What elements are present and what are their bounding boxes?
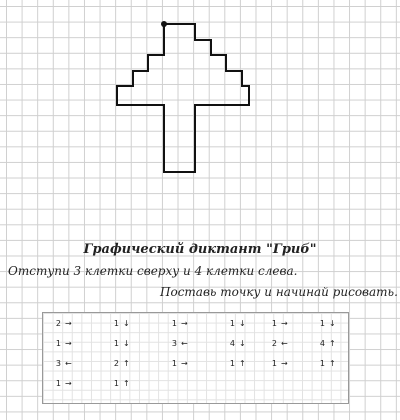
step-direction-icon: ↑ [239,359,246,368]
start-dot [161,21,167,27]
step-count: 1 [113,319,119,328]
step-direction-icon: → [65,379,72,388]
step-direction-icon: → [181,319,188,328]
dictation-step [271,339,288,349]
step-count: 2 [113,359,119,368]
step-count: 4 [229,339,235,348]
dictation-step [171,339,188,349]
step-count: 2 [55,319,61,328]
dictation-step [271,319,288,329]
instruction-offset: Отступи 3 клетки сверху и 4 клетки слева. [8,264,298,278]
step-direction-icon: ↑ [329,339,336,348]
dictation-step [55,319,72,329]
step-direction-icon: ↓ [239,319,246,328]
step-direction-icon: ← [65,359,72,368]
dictation-step [55,339,72,349]
mushroom-outline [117,24,249,172]
step-count: 2 [271,339,277,348]
step-direction-icon: ← [281,339,288,348]
step-direction-icon: → [181,359,188,368]
dictation-step [55,379,72,389]
dictation-title: Графический диктант "Гриб" [83,242,317,257]
dictation-step [319,339,336,349]
step-count: 1 [55,339,61,348]
step-direction-icon: → [65,319,72,328]
step-count: 1 [271,359,277,368]
step-count: 1 [113,379,119,388]
step-count: 1 [229,319,235,328]
step-direction-icon: ↓ [329,319,336,328]
step-direction-icon: → [65,339,72,348]
step-count: 3 [171,339,177,348]
instruction-start: Поставь точку и начинай рисовать. [160,285,398,299]
step-direction-icon: ← [181,339,188,348]
dictation-step [319,319,336,329]
step-direction-icon: ↓ [123,339,130,348]
step-direction-icon: ↑ [123,379,130,388]
step-direction-icon: ↓ [239,339,246,348]
step-count: 1 [319,319,325,328]
step-direction-icon: ↑ [329,359,336,368]
dictation-step [113,319,130,329]
step-count: 1 [271,319,277,328]
dictation-step [171,319,188,329]
dictation-table [42,312,349,404]
dictation-step [229,319,246,329]
dictation-step [113,379,130,389]
dictation-step [229,359,246,369]
step-direction-icon: ↑ [123,359,130,368]
step-count: 1 [171,319,177,328]
dictation-step [113,359,130,369]
step-count: 1 [171,359,177,368]
dictation-step [113,339,130,349]
step-count: 1 [113,339,119,348]
step-direction-icon: → [281,319,288,328]
step-count: 1 [229,359,235,368]
dictation-step [271,359,288,369]
step-direction-icon: ↓ [123,319,130,328]
dictation-step [229,339,246,349]
dictation-step [55,359,72,369]
step-count: 3 [55,359,61,368]
step-count: 4 [319,339,325,348]
dictation-step [171,359,188,369]
step-count: 1 [319,359,325,368]
step-count: 1 [55,379,61,388]
dictation-step [319,359,336,369]
step-direction-icon: → [281,359,288,368]
